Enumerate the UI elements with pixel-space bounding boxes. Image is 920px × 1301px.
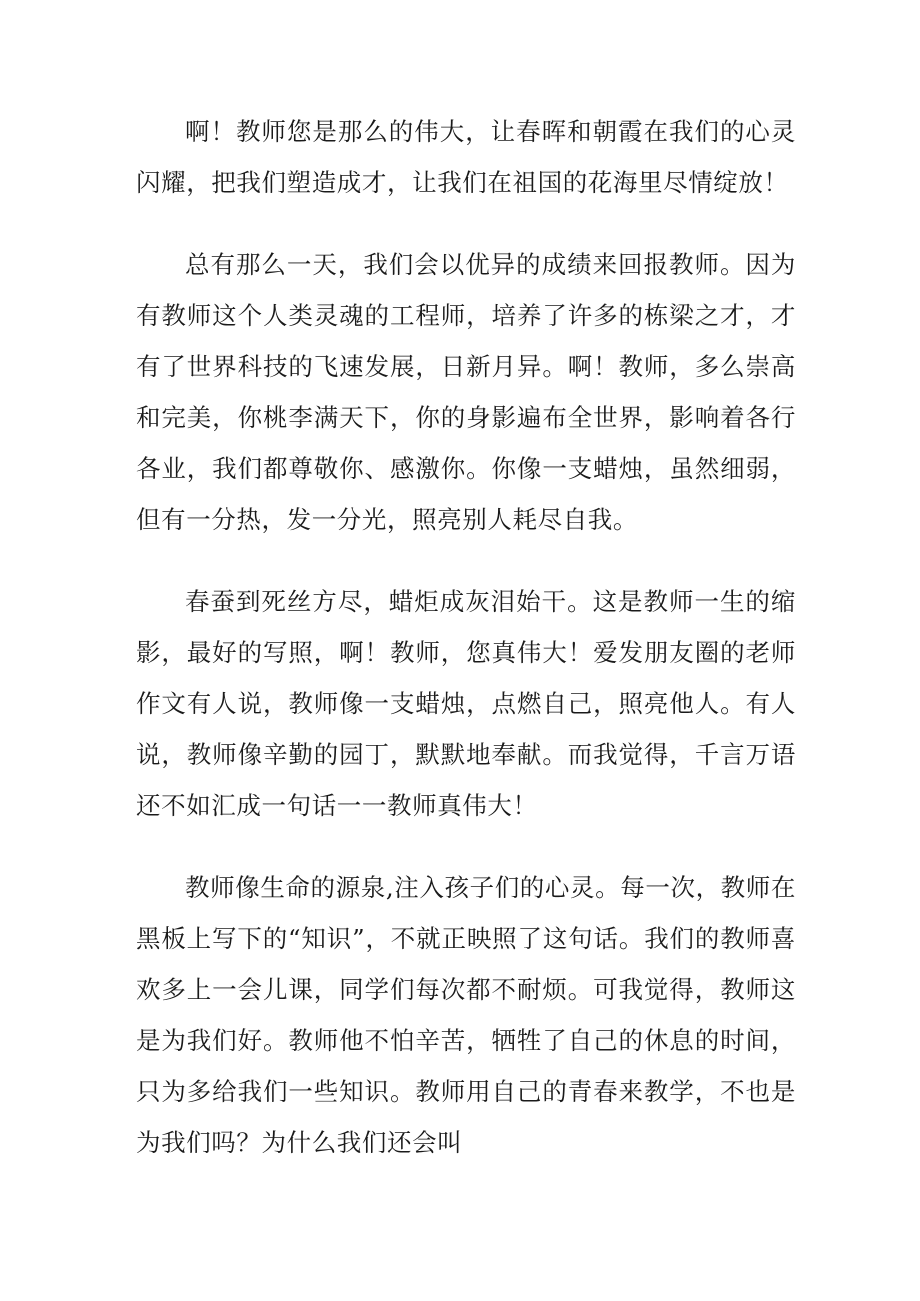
- paragraph-3: 春蚕到死丝方尽，蜡炬成灰泪始干。这是教师一生的缩影，最好的写照，啊！教师，您真伟大！爱发朋友圈的老师作文有人说，教师像一支蜡烛，点燃自己，照亮他人。有人说，教师像辛勤的园丁，默默地奉献。而我觉得，千言万语还不如汇成一句话一一教师真伟大！: [136, 587, 796, 820]
- paragraph-1: 啊！教师您是那么的伟大，让春晖和朝霞在我们的心灵闪耀，把我们塑造成才，让我们在祖国的花海里尽情绽放！: [136, 117, 796, 197]
- document-body: [136, 106, 796, 1168]
- paragraph-2: 总有那么一天，我们会以优异的成绩来回报教师。因为有教师这个人类灵魂的工程师，培养了许多的栋梁之才，才有了世界科技的飞速发展，日新月异。啊！教师，多么崇高和完美，你桃李满天下，你的身影遍布全世界，影响着各行各业，我们都尊敬你、感激你。你像一支蜡烛，虽然细弱，但有一分热，发一分光，照亮别人耗尽自我。: [136, 250, 796, 534]
- paragraph-4: 教师像生命的源泉,注入孩子们的心灵。每一次，教师在黑板上写下的“知识”，不就正映照了这句话。我们的教师喜欢多上一会儿课，同学们每次都不耐烦。可我觉得，教师这是为我们好。教师他不怕辛苦，牺牲了自己的休息的时间，只为多给我们一些知识。教师用自己的青春来教学，不也是为我们吗？为什么我们还会叫: [136, 873, 796, 1157]
